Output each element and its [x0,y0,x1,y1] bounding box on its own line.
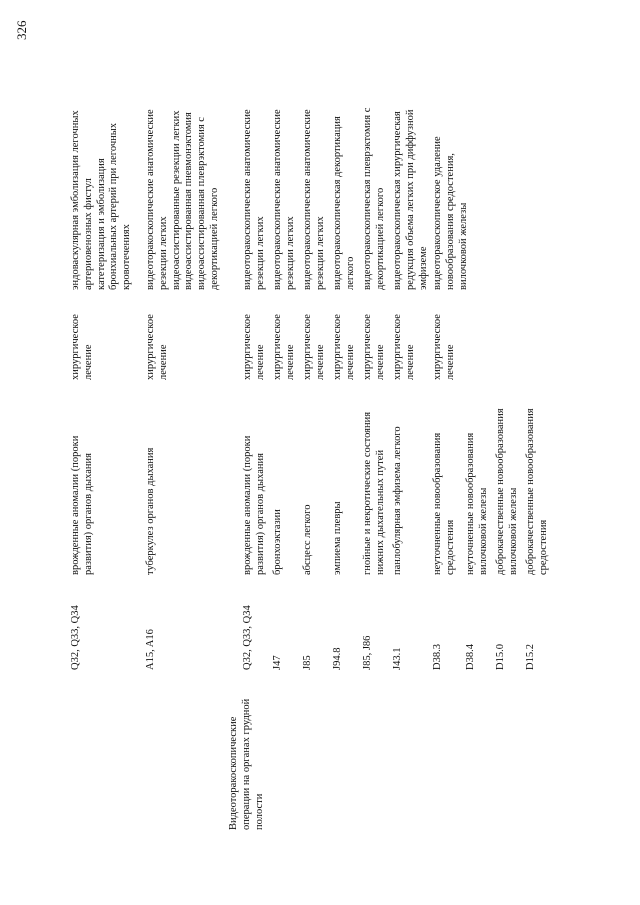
row-diagnosis: эмпиема плевры [332,501,343,575]
row-codes: D38.4 [465,644,476,670]
page-number: 326 [14,20,29,40]
row-treatment-type: хирургическое лечение [302,314,326,380]
row-treatment-type: хирургическое лечение [432,314,456,380]
method-item: эндоваскулярная эмболизация легочных артериовенозных фистул [70,110,94,290]
row-treatment-type: хирургическое лечение [242,314,266,380]
row-methods [392,105,430,290]
row-treatment-type: хирургическое лечение [392,314,416,380]
row-methods [362,105,388,290]
row-codes: D15.2 [525,644,536,670]
method-item: видеоассистированная плеврэктомия с декортикацией легкого [196,117,220,290]
method-item: видеоторакоскопическая декортикация легкого [332,116,356,290]
method-item: видеоторакоскопические анатомические резекции легких [145,109,169,290]
method-item: видеоассистированные резекции легких [170,110,182,290]
method-item: видеоторакоскопическая хирургическая редукция объема легких при диффузной эмфиземе [392,109,429,290]
row-diagnosis: туберкулез органов дыхания [145,447,156,575]
row-methods [145,105,222,290]
row-codes: Q32, Q33, Q34 [70,605,81,670]
method-item: видеоторакоскопические анатомические резекции легких [242,109,266,290]
row-codes: A15, A16 [145,629,156,670]
row-codes: D15.0 [495,644,506,670]
group-name: Видеоторакоскопические операции на органах грудной полости [228,698,265,830]
row-codes: J85, J86 [362,635,373,670]
row-methods [70,105,134,290]
row-treatment-type: хирургическое лечение [70,314,94,380]
row-diagnosis: гнойные и некротические состояния нижних дыхательных путей [362,411,386,575]
row-diagnosis: доброкачественные новообразования средостения [525,408,549,575]
row-codes: J85 [302,655,313,670]
method-item: видеоассистированная пневмонэктомия [183,112,195,290]
method-item: катетеризация и эмболизация бронхиальных артерий при легочных кровотечениях [95,122,133,290]
row-codes: J43.1 [392,647,403,670]
method-item: видеоторакоскопические анатомические резекции легких [272,109,296,290]
row-diagnosis: врожденные аномалии (пороки развития) органов дыхания [242,435,266,575]
method-item: видеоторакоскопические анатомические резекции легких [302,109,326,290]
row-diagnosis: доброкачественные новообразования вилочковой железы [495,408,519,575]
row-codes: Q32, Q33, Q34 [242,605,253,670]
row-diagnosis: бронхоэктазии [272,509,283,575]
method-item: видеоторакоскопическое удаление новообразования средостения, вилочковой железы [432,136,469,290]
row-diagnosis: панлобулярная эмфизема легкого [392,426,403,575]
row-methods [272,105,298,290]
row-treatment-type: хирургическое лечение [332,314,356,380]
row-diagnosis: абсцесс легкого [302,504,313,575]
row-methods [332,105,358,290]
row-methods [432,105,470,290]
row-methods [302,105,328,290]
row-diagnosis: неуточненные новообразования средостения [432,432,456,575]
row-treatment-type: хирургическое лечение [362,314,386,380]
row-treatment-type: хирургическое лечение [145,314,169,380]
row-methods [242,105,268,290]
row-codes: D38.3 [432,644,443,670]
row-diagnosis: неуточненные новообразования вилочковой железы [465,432,489,575]
row-diagnosis: врожденные аномалии (пороки развития) органов дыхания [70,435,94,575]
row-treatment-type: хирургическое лечение [272,314,296,380]
row-codes: J94.8 [332,647,343,670]
method-item: видеоторакоскопическая плеврэктомия с декортикацией легкого [362,107,386,290]
rotated-table [70,107,550,830]
row-codes: J47 [272,655,283,670]
